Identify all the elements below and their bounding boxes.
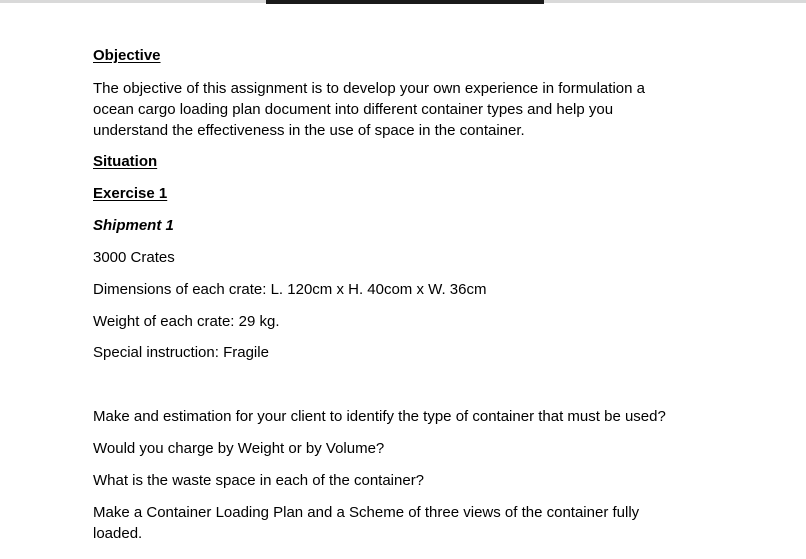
exercise-heading: Exercise 1 (93, 185, 168, 202)
loading-plan-instruction (93, 502, 693, 544)
objective-line: The objective of this assignment is to develop your own experience in formulation a (93, 80, 645, 97)
special-instruction: Special instruction: Fragile (93, 344, 269, 361)
shipment-heading: Shipment 1 (93, 217, 174, 234)
question-charge-basis: Would you charge by Weight or by Volume? (93, 440, 385, 457)
crate-weight: Weight of each crate: 29 kg. (93, 313, 280, 330)
page-top-bar (266, 0, 544, 4)
crates-quantity: 3000 Crates (93, 249, 175, 266)
situation-heading: Situation (93, 153, 158, 170)
objective-line: understand the effectiveness in the use of space in the container. (93, 122, 525, 139)
objective-heading: Objective (93, 47, 161, 64)
plan-line: Make a Container Loading Plan and a Scheme of three views of the container fully (93, 504, 640, 521)
objective-line: ocean cargo loading plan document into different container types and help you (93, 101, 614, 118)
question-container-type: Make and estimation for your client to identify the type of container that must be used? (93, 408, 666, 425)
crate-dimensions: Dimensions of each crate: L. 120cm x H. 40com x W. 36cm (93, 281, 487, 298)
plan-line: loaded. (93, 525, 143, 542)
objective-paragraph (93, 78, 693, 141)
question-waste-space: What is the waste space in each of the container? (93, 472, 425, 489)
